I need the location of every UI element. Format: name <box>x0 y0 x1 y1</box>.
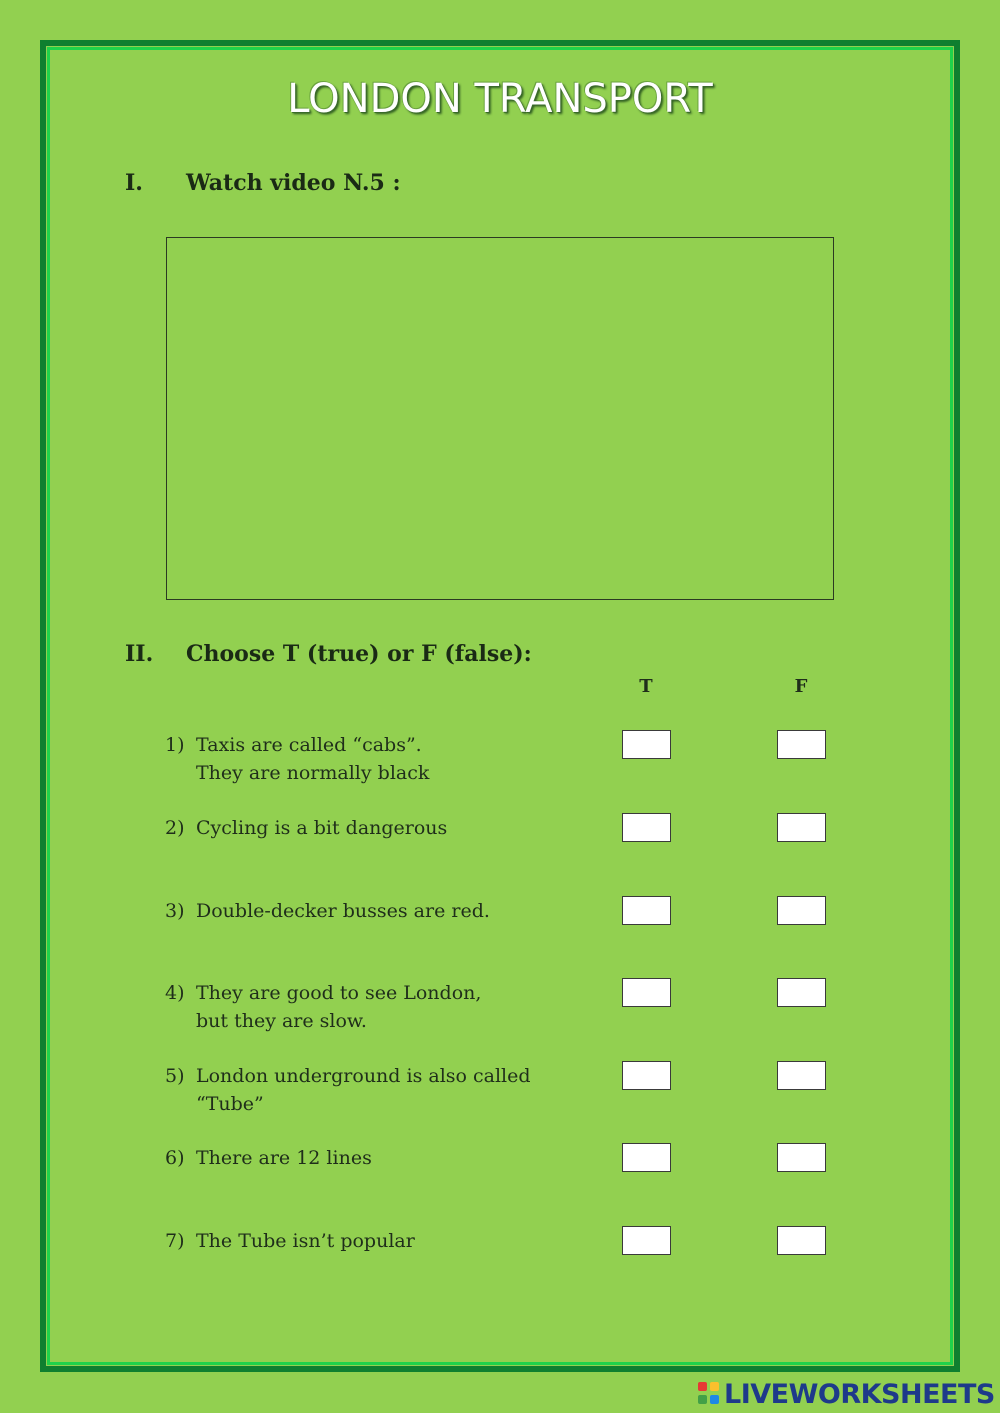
answer-box-true[interactable] <box>622 1061 671 1090</box>
section-number: I. <box>125 170 143 196</box>
question-line: “Tube” <box>196 1093 264 1115</box>
question-line: Double-decker busses are red. <box>196 900 490 922</box>
question-number: 1) <box>165 734 185 756</box>
answer-box-true[interactable] <box>622 813 671 842</box>
question-line: Taxis are called “cabs”. <box>196 734 422 756</box>
question-line: London underground is also called <box>196 1065 531 1087</box>
liveworksheets-mark-icon <box>698 1380 722 1408</box>
watermark-text: LIVEWORKSHEETS <box>724 1378 995 1410</box>
question-line: They are good to see London, <box>196 982 482 1004</box>
question-line: but they are slow. <box>196 1010 367 1032</box>
section-title: Watch video N.5 : <box>186 170 401 196</box>
question-text <box>196 897 490 925</box>
answer-box-false[interactable] <box>777 813 826 842</box>
question-text <box>196 814 447 842</box>
answer-box-false[interactable] <box>777 1143 826 1172</box>
question-text <box>196 979 481 1035</box>
question-text <box>196 1227 415 1255</box>
answer-box-false[interactable] <box>777 730 826 759</box>
question-line: The Tube isn’t popular <box>196 1230 415 1252</box>
page-title: LONDON TRANSPORT <box>287 76 713 122</box>
answer-box-true[interactable] <box>622 1143 671 1172</box>
question-line: There are 12 lines <box>196 1147 372 1169</box>
question-number: 5) <box>165 1065 185 1087</box>
section-number: II. <box>125 641 154 667</box>
question-text <box>196 1144 372 1172</box>
question-text <box>196 731 429 787</box>
liveworksheets-logo <box>698 1378 995 1410</box>
answer-box-false[interactable] <box>777 978 826 1007</box>
answer-box-true[interactable] <box>622 978 671 1007</box>
question-number: 3) <box>165 900 185 922</box>
question-text <box>196 1062 531 1118</box>
answer-box-true[interactable] <box>622 1226 671 1255</box>
question-line: Cycling is a bit dangerous <box>196 817 448 839</box>
question-number: 6) <box>165 1147 185 1169</box>
column-header-false: F <box>794 676 808 697</box>
answer-box-true[interactable] <box>622 896 671 925</box>
question-number: 4) <box>165 982 185 1004</box>
video-placeholder[interactable] <box>166 237 834 600</box>
section-title: Choose T (true) or F (false): <box>186 641 532 667</box>
question-number: 7) <box>165 1230 185 1252</box>
question-line: They are normally black <box>196 762 430 784</box>
answer-box-false[interactable] <box>777 1226 826 1255</box>
answer-box-false[interactable] <box>777 1061 826 1090</box>
answer-box-false[interactable] <box>777 896 826 925</box>
question-number: 2) <box>165 817 185 839</box>
answer-box-true[interactable] <box>622 730 671 759</box>
column-header-true: T <box>639 676 653 697</box>
